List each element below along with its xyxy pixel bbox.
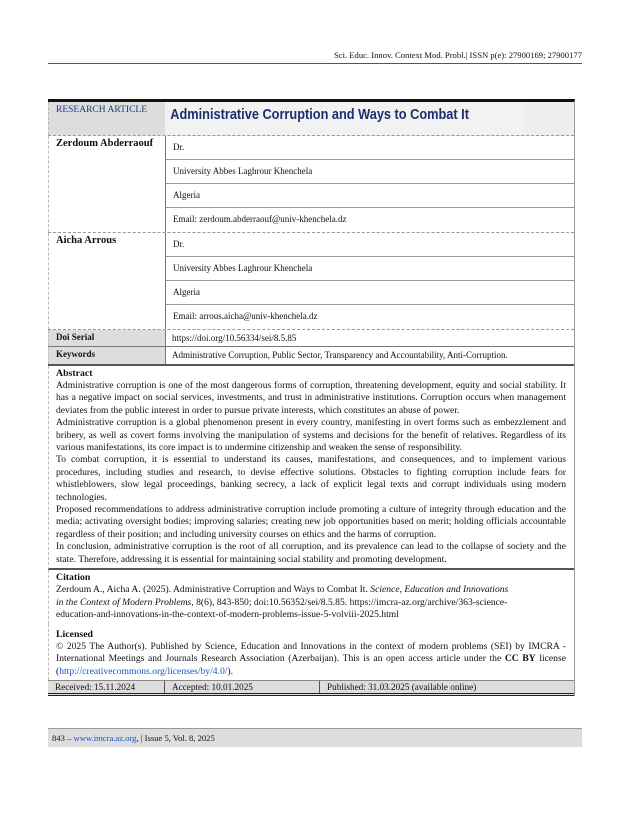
page-number: 843 – (52, 733, 74, 743)
article-info-table (48, 99, 575, 696)
keywords-row (48, 347, 574, 366)
author-country: Algeria (166, 281, 574, 305)
keywords-label: Keywords (48, 347, 165, 364)
license-heading: Licensed (56, 628, 94, 640)
dates-row (48, 680, 574, 696)
author-affiliation: University Abbes Laghrour Khenchela (166, 257, 574, 281)
license-section (48, 624, 574, 681)
citation-authors: Zerdoum A., Aicha A. (2025). Administrative Corruption and Ways to Combat It. (56, 584, 371, 596)
doi-label: Doi Serial (48, 330, 165, 346)
article-type: RESEARCH ARTICLE (48, 102, 165, 135)
site-link[interactable]: www.imcra.az.org (73, 733, 137, 743)
citation-journal: Science, Education and Innovations in the Context of Modern Problems (56, 584, 509, 608)
article-title: Administrative Corruption and Ways to Combat It (165, 102, 525, 135)
author-affiliation: University Abbes Laghrour Khenchela (166, 160, 574, 184)
running-header: Sci. Educ. Innov. Context Mod. Probl.| ISSN p(e): 27900169; 27900177 (48, 50, 582, 64)
title-row (48, 102, 574, 136)
abstract-paragraph: Proposed recommendations to address administrative corruption include promoting a culture of integrity through education and the media; activating oversight bodies; improving salaries; creating new job opportunities based on merit; holding officials accountable regardless of their position; and including university courses on ethics and the harms of corruption. (56, 503, 566, 540)
citation-details: , 8(6), 843-850; doi:10.56352/sei/8.5.85. https://imcra-az.org/archive/363-science-education-and-innovations-in-the-context-of-modern-problems-issue-5-volviii-2025.html (56, 596, 508, 621)
author-country: Algeria (166, 184, 574, 208)
author-email[interactable]: Email: zerdoum.abderraouf@univ-khenchela.dz (173, 214, 347, 224)
license-link[interactable]: http://creativecommons.org/licenses/by/4.0/ (59, 665, 228, 677)
citation-section (48, 570, 574, 624)
accepted-date: Accepted: 10.01.2025 (165, 681, 320, 693)
license-end: ). (227, 665, 234, 677)
citation-heading: Citation (56, 572, 91, 583)
issue-info: , | Issue 5, Vol. 8, 2025 (136, 733, 215, 743)
received-date: Received: 15.11.2024 (48, 681, 165, 693)
author-title: Dr. (166, 136, 574, 160)
citation-text (56, 584, 514, 621)
license-mid: license ( (56, 653, 566, 677)
author-email[interactable]: Email: arrous.aicha@univ-khenchela.dz (173, 311, 318, 321)
author-row (48, 136, 574, 233)
abstract-paragraph: Administrative corruption is a global phenomenon present in every country, manifesting in overt forms such as embezzlement and bribery, as well as covert forms involving the manipulation of systems and decisions for the benefit of relatives. Regardless of its various manifestations, its core impact is to undermine citizenship and weaken the sense of responsibility. (56, 417, 566, 453)
abstract-section (48, 366, 574, 571)
license-cc: CC BY (504, 653, 536, 665)
author-name: Zerdoum Abderraouf (48, 136, 165, 232)
author-row (48, 233, 574, 330)
abstract-paragraph: To combat corruption, it is essential to understand its causes, manifestations, and consequences, and to implement various procedures, including studies and research, to devise effective solutions. Obstacles to fighting corruption include fears for whistleblowers, slow legal proceedings, banking secrecy, a lack of explicit legal texts and corrupt individuals using modern technologies. (56, 454, 566, 503)
license-pre: © 2025 The Author(s). Published by Science, Education and Innovations in the context of modern problems (SEI) by IMCRA - International Meetings and Journals Research Association (Azerbaijan). This is an open access article under the (56, 641, 566, 665)
license-text (56, 641, 566, 678)
page-footer (48, 728, 582, 747)
keywords-value: Administrative Corruption, Public Sector, Transparency and Accountability, Anti-Corruption. (165, 347, 574, 364)
author-title: Dr. (166, 233, 574, 257)
abstract-paragraph: In conclusion, administrative corruption is the root of all corruption, and its prevalence can lead to the collapse of society and the state. Therefore, addressing it is essential for maintaining social stability and promoting development. (56, 541, 566, 565)
author-name: Aicha Arrous (48, 233, 165, 329)
abstract-heading: Abstract (56, 367, 93, 379)
published-date: Published: 31.03.2025 (available online) (327, 682, 477, 693)
doi-row (48, 330, 574, 347)
abstract-paragraph: Administrative corruption is one of the most dangerous forms of corruption, threatening development, equity and social stability. It has a negative impact on social services, investments, and trust in administrative institutions. Corruption occurs when management deviates from the public interest in order to pursue private interests, which constitutes an abuse of power. (56, 379, 566, 416)
doi-value[interactable]: https://doi.org/10.56334/sei/8.5.85 (165, 330, 574, 346)
